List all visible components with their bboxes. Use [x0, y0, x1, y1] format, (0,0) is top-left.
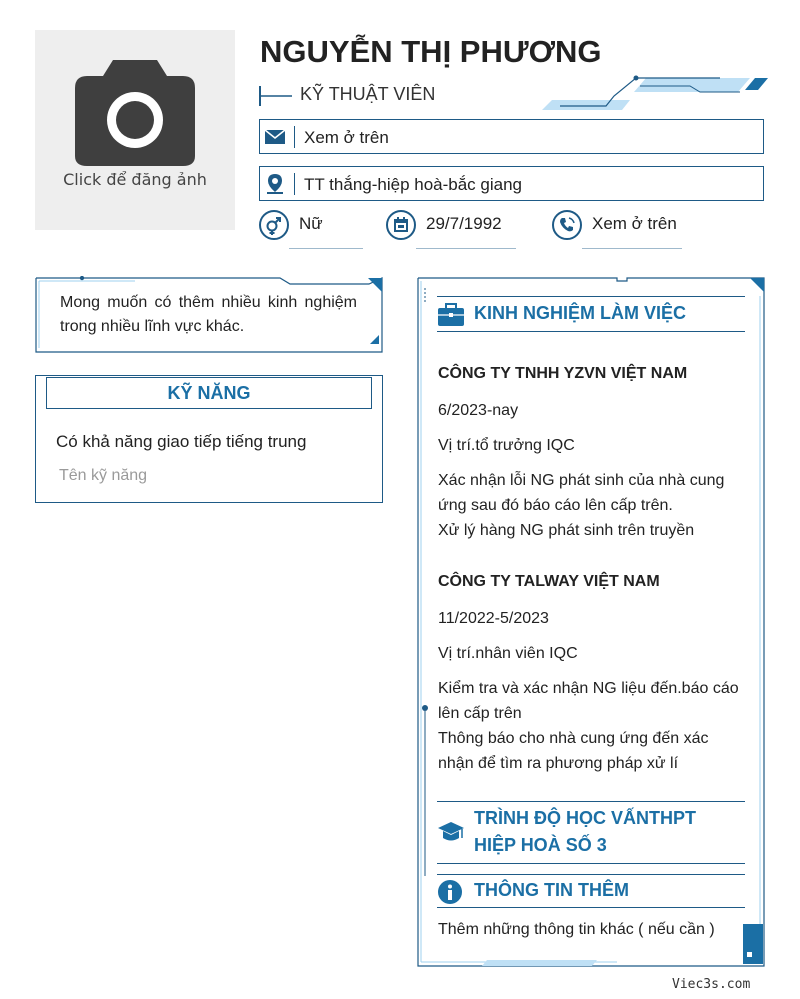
job-description[interactable]: Thông báo cho nhà cung ứng đến xác nhận để tìm ra phương pháp xử lí [438, 730, 709, 772]
info-icon [437, 879, 463, 905]
skills-heading[interactable]: KỸ NĂNG [46, 377, 372, 409]
avatar-placeholder[interactable] [35, 30, 235, 230]
skill-placeholder[interactable]: Tên kỹ năng [59, 467, 148, 484]
job-company[interactable]: CÔNG TY TALWAY VIỆT NAM [438, 573, 660, 590]
phone-icon [552, 210, 582, 240]
underline [289, 248, 363, 249]
extra-info-text[interactable]: Thêm những thông tin khác ( nếu cần ) [438, 921, 715, 938]
skill-item[interactable]: Có khả năng giao tiếp tiếng trung [56, 432, 307, 451]
experience-heading-text: KINH NGHIỆM LÀM VIỆC [474, 303, 687, 323]
gender-value: Nữ [299, 214, 323, 233]
education-heading-line1: TRÌNH ĐỘ HỌC VẤNTHPT [474, 808, 696, 828]
job-title[interactable]: KỸ THUẬT VIÊN [300, 84, 436, 104]
job-period[interactable]: 6/2023-nay [438, 402, 519, 419]
career-objective[interactable] [35, 276, 383, 354]
photo-caption: Click để đăng ảnh [63, 170, 207, 189]
job-description[interactable]: Kiểm tra và xác nhận NG liệu đến.báo cáo lên cấp trên [438, 680, 739, 722]
divider [294, 173, 295, 195]
job-description[interactable]: Xác nhận lỗi NG phát sinh của nhà cung ứng sau đó báo cáo lên cấp trên. [438, 472, 725, 514]
graduation-cap-icon [437, 820, 465, 846]
underline [582, 248, 682, 249]
education-heading-line2: HIỆP HOÀ SỐ 3 [474, 835, 607, 855]
phone-value: Xem ở trên [592, 214, 677, 233]
mail-icon [264, 126, 286, 148]
extra-info-heading-text: THÔNG TIN THÊM [474, 880, 629, 900]
gender-icon [259, 210, 289, 240]
location-pin-icon [264, 173, 286, 195]
job-company[interactable]: CÔNG TY TNHH YZVN VIỆT NAM [438, 365, 688, 382]
job-period[interactable]: 11/2022-5/2023 [438, 610, 549, 627]
job-position[interactable]: Vị trí.nhân viên IQC [438, 645, 578, 662]
experience-heading[interactable] [437, 296, 745, 332]
camera-icon [75, 60, 195, 170]
candidate-name[interactable]: NGUYỄN THỊ PHƯƠNG [260, 34, 602, 69]
address-field[interactable] [259, 166, 764, 201]
extra-info-heading[interactable] [437, 874, 745, 908]
education-heading[interactable] [437, 801, 745, 864]
email-field[interactable] [259, 119, 764, 154]
watermark: Viec3s.com [672, 977, 751, 992]
calendar-icon [386, 210, 416, 240]
address-value: TT thắng-hiệp hoà-bắc giang [304, 175, 523, 194]
birthday-value: 29/7/1992 [426, 214, 502, 233]
underline [416, 248, 516, 249]
job-position[interactable]: Vị trí.tổ trưởng IQC [438, 437, 575, 454]
email-value: Xem ở trên [304, 128, 389, 147]
title-marker-icon [258, 84, 294, 108]
objective-text: Mong muốn có thêm nhiều kinh nghiệm trong nhiều lĩnh vực khác. [60, 294, 357, 335]
divider [294, 126, 295, 148]
circuit-decoration [540, 72, 770, 114]
briefcase-icon [437, 303, 465, 327]
job-description[interactable]: Xử lý hàng NG phát sinh trên truyền [438, 522, 695, 539]
skills-section [35, 375, 383, 503]
